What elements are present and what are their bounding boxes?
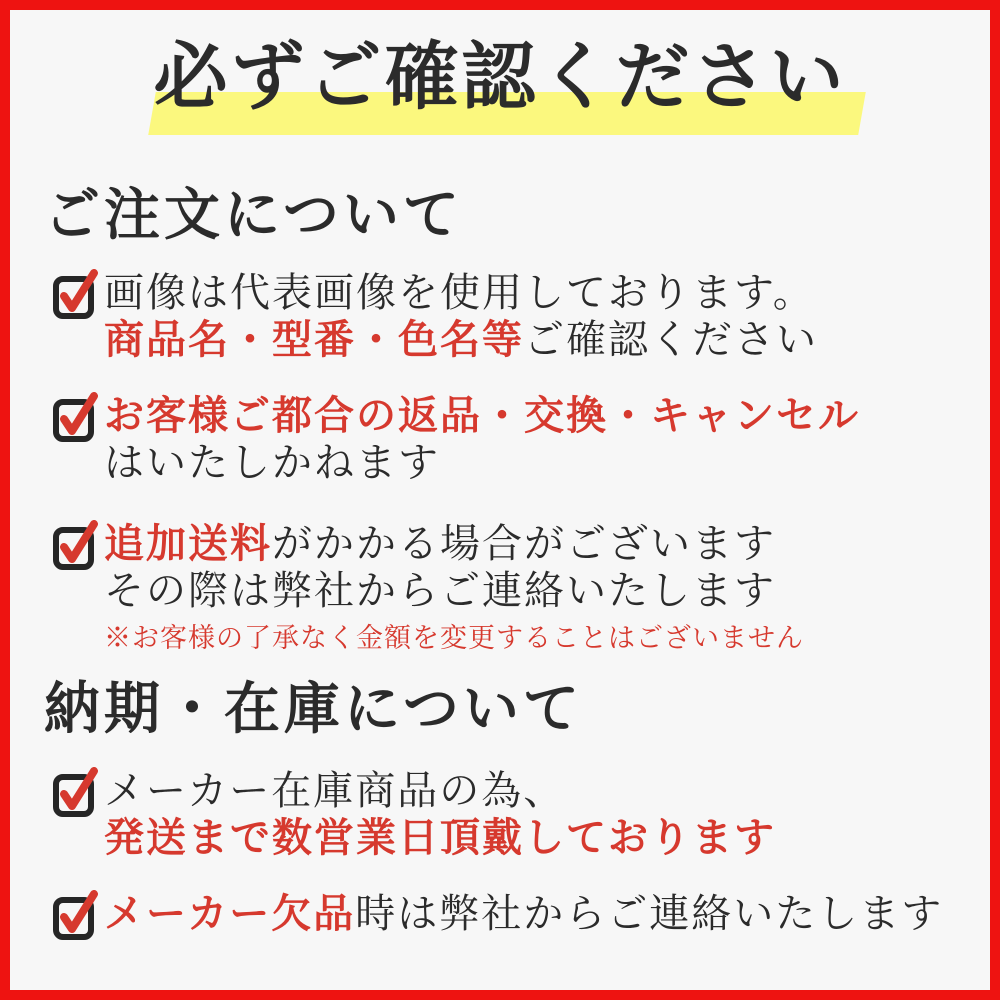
checkbox-checked-icon — [52, 890, 98, 940]
order-item-text — [104, 392, 860, 486]
order-item-extra-shipping — [52, 520, 970, 656]
item-line: その際は弊社からご連絡いたします — [104, 568, 776, 613]
checkbox-checked-icon — [52, 767, 98, 817]
stock-section-heading: 納期・在庫について — [44, 679, 583, 741]
checkbox-checked-icon — [52, 269, 98, 319]
item-line-emphasis: 商品名・型番・色名等 — [104, 317, 524, 362]
item-line: はいたしかねます — [104, 440, 440, 485]
item-line: 時は弊社からご連絡いたします — [355, 891, 944, 936]
item-line-emphasis: お客様ご都合の返品・交換・キャンセル — [104, 393, 860, 438]
item-line: 画像は代表画像を使用しております。 — [104, 270, 815, 315]
order-section-heading: ご注文について — [44, 185, 463, 247]
checkbox-checked-icon — [52, 392, 98, 442]
page-title: 必ずご確認ください — [153, 37, 847, 119]
item-line: がかかる場合がございます — [272, 521, 776, 566]
order-item-no-returns — [52, 392, 970, 486]
item-line-emphasis: 発送まで数営業日頂戴しております — [104, 815, 776, 860]
stock-item-lead-time — [52, 767, 970, 861]
item-line: ご確認ください — [524, 317, 818, 362]
item-line: メーカー在庫商品の為、 — [104, 768, 566, 813]
price-change-note: ※お客様の了承なく金額を変更することはございません — [104, 623, 804, 653]
page-title-area — [10, 10, 990, 162]
stock-item-text — [104, 767, 776, 861]
order-item-representative-image — [52, 269, 970, 363]
checkbox-checked-icon — [52, 520, 98, 570]
stock-item-text — [104, 890, 943, 937]
order-item-text — [104, 269, 818, 363]
stock-item-out-of-stock — [52, 890, 970, 940]
order-item-text — [104, 520, 804, 656]
item-line-emphasis: メーカー欠品 — [104, 891, 356, 936]
item-line-emphasis: 追加送料 — [104, 521, 272, 566]
